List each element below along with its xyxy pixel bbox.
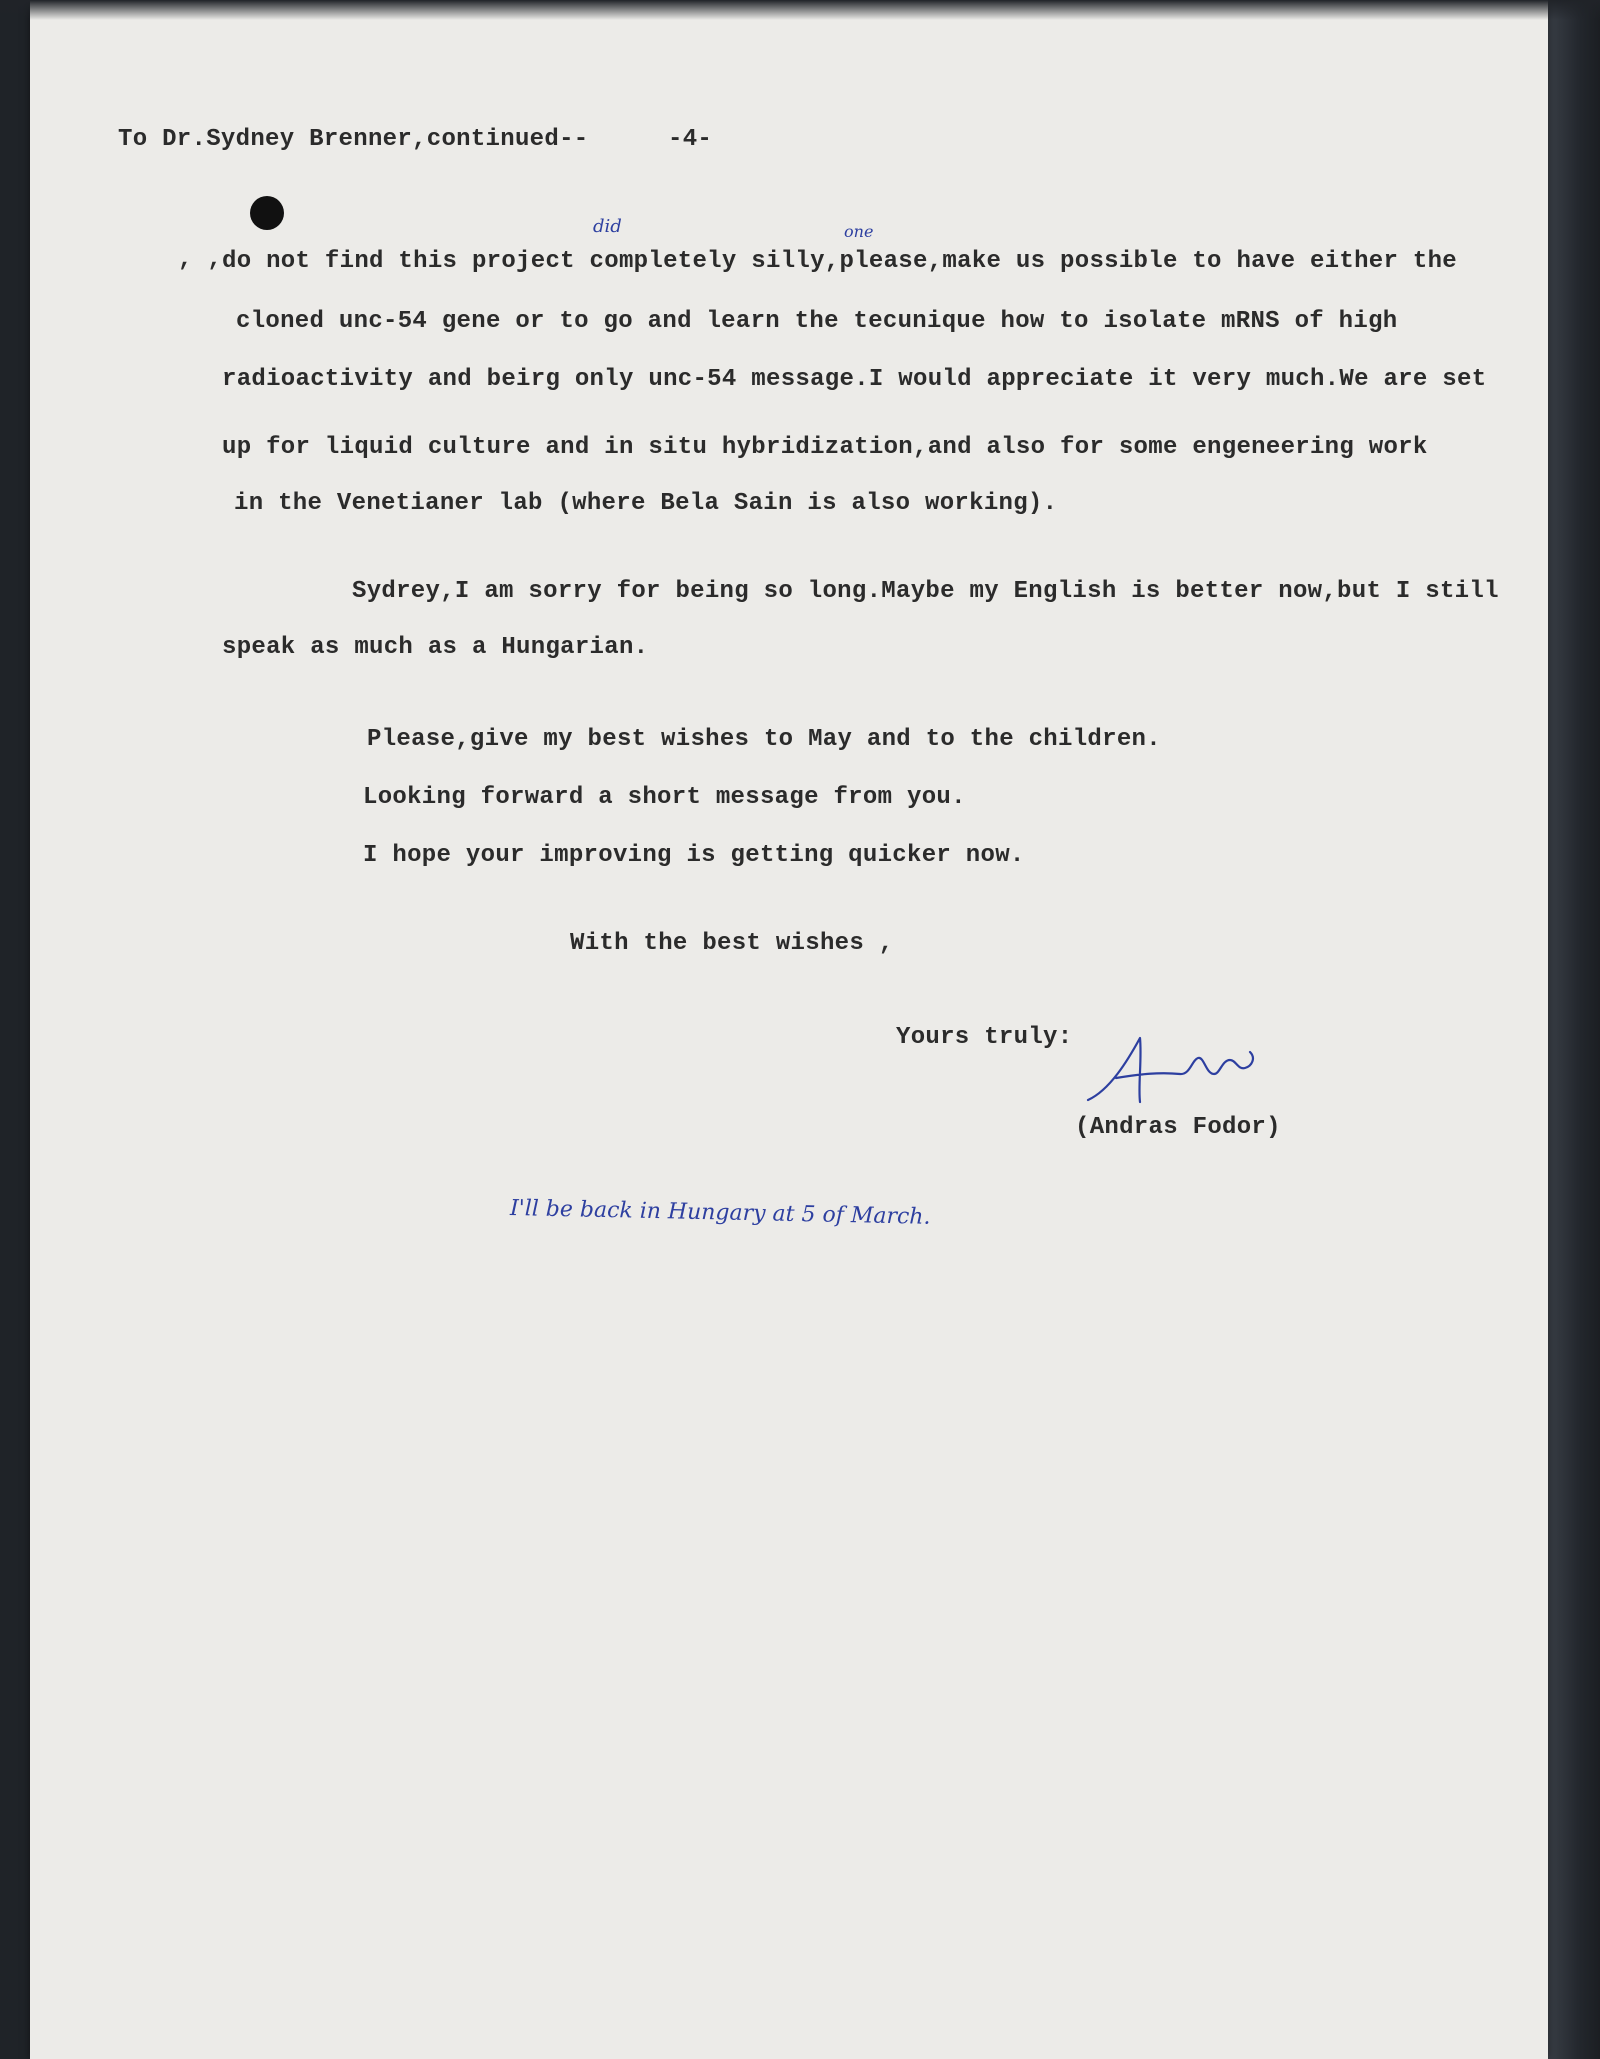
body-line: speak as much as a Hungarian.	[222, 634, 649, 661]
handwritten-insert: one	[844, 222, 874, 241]
body-line: up for liquid culture and in situ hybridization,and also for some engeneering work	[222, 434, 1428, 461]
punch-hole	[250, 196, 284, 230]
handwritten-insert: did	[593, 216, 622, 237]
page-number: -4-	[668, 126, 713, 153]
handwritten-postscript: I'll be back in Hungary at 5 of March.	[509, 1196, 931, 1230]
closing-line: Please,give my best wishes to May and to the children.	[367, 726, 1161, 753]
scan-background-right	[1548, 0, 1600, 2059]
body-line: cloned unc-54 gene or to go and learn the tecunique how to isolate mRNS of high	[236, 308, 1398, 335]
sign-off: Yours truly:	[896, 1024, 1073, 1051]
closing-line: I hope your improving is getting quicker now.	[363, 842, 1025, 869]
body-line: do not find this project completely silly,please,make us possible to have either the	[222, 248, 1457, 275]
letter-header-addressee: To Dr.Sydney Brenner,continued--	[118, 126, 589, 153]
body-line: Sydrey,I am sorry for being so long.Maybe my English is better now,but I still	[352, 578, 1499, 605]
farewell: With the best wishes ,	[570, 930, 894, 957]
stray-mark: , ,	[178, 246, 223, 273]
signatory-name: (Andras Fodor)	[1075, 1114, 1281, 1141]
scan-background-top	[0, 0, 1600, 20]
body-line: radioactivity and beirg only unc-54 message.I would appreciate it very much.We are set	[222, 366, 1487, 393]
closing-line: Looking forward a short message from you.	[363, 784, 966, 811]
body-line: in the Venetianer lab (where Bela Sain is also working).	[234, 490, 1058, 517]
handwritten-signature	[1080, 1030, 1260, 1120]
